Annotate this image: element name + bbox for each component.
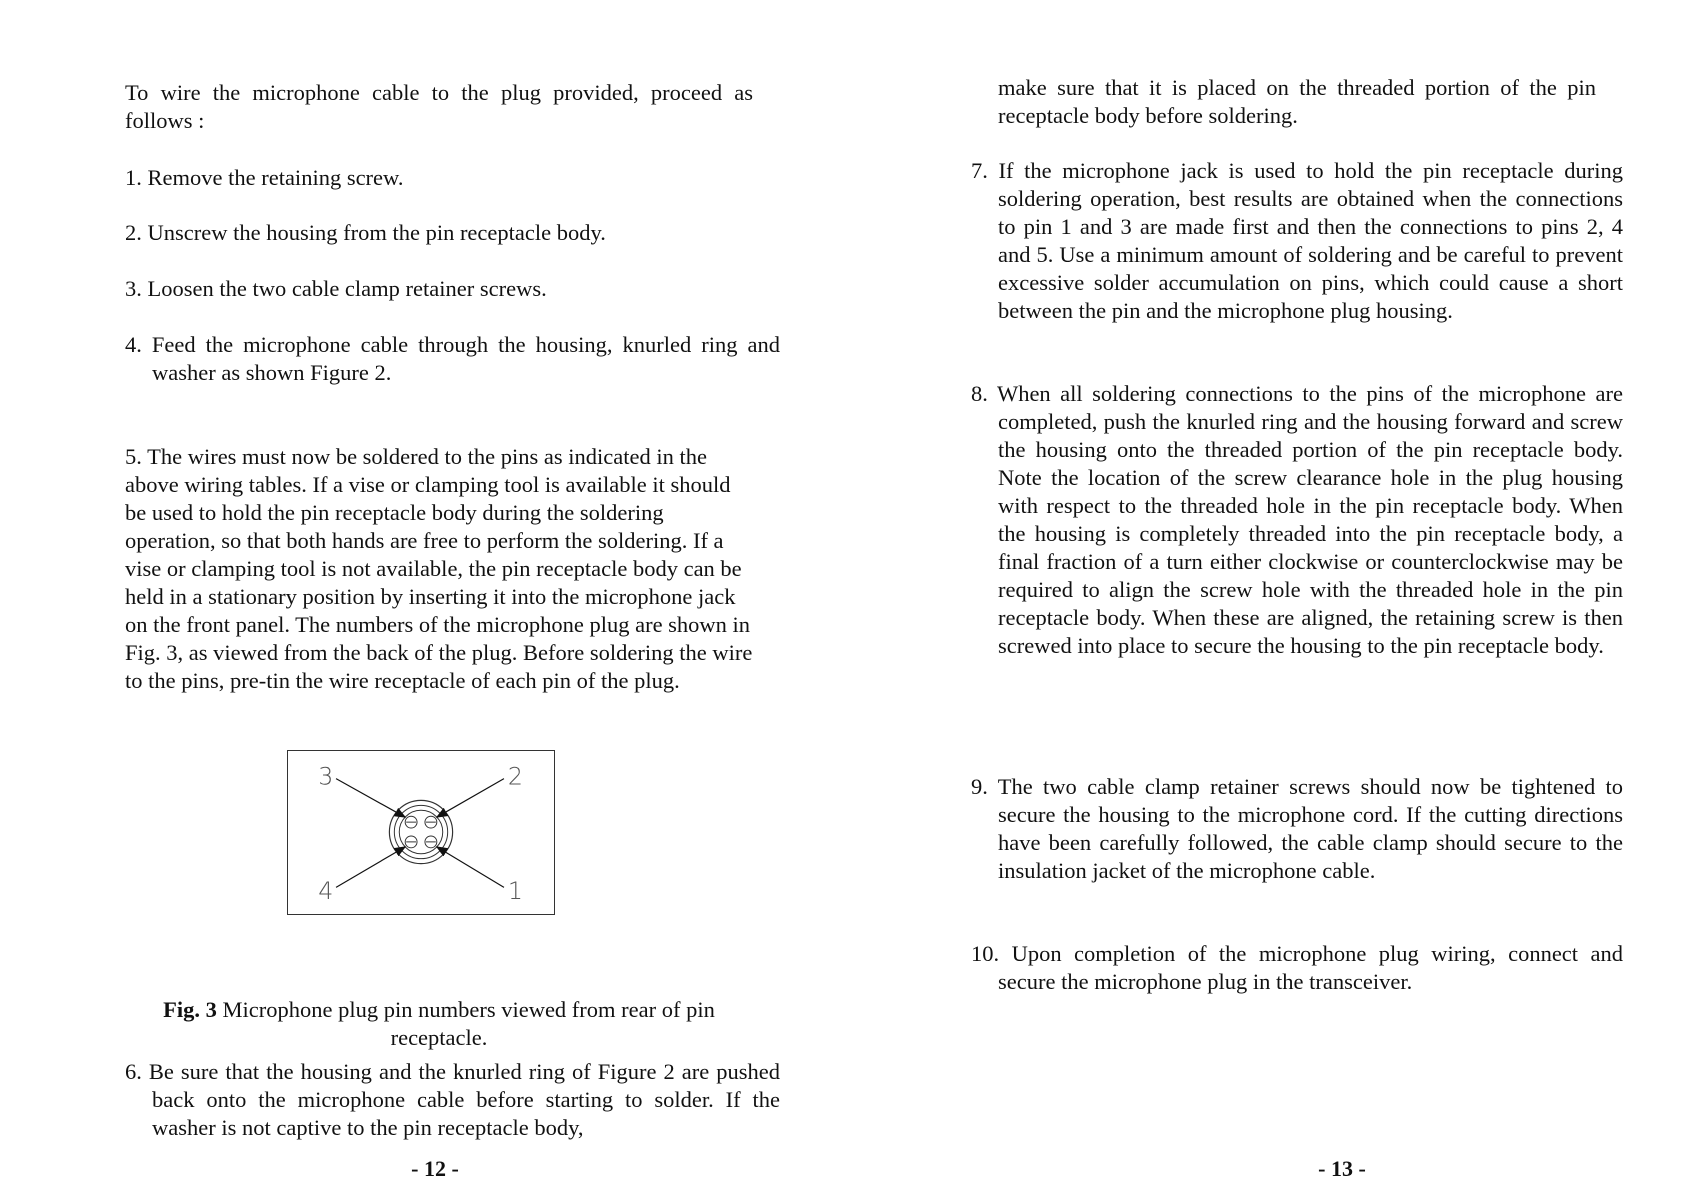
page-number-right: - 13 -	[1318, 1156, 1366, 1181]
step-3: 3. Loosen the two cable clamp retainer screws.	[125, 276, 547, 301]
figure-caption	[125, 996, 753, 1052]
plug-inner-ring	[399, 810, 442, 853]
step-7: 7. If the microphone jack is used to hold the pin receptacle during soldering operation, best results are obtained when the connections to pin 1 and 3 are made first and then the connections to pins 2, 4 and 5. Use a minimum amount of soldering and be careful to prevent excessive solder accumulation on pins, which could cause a short between the pin and the microphone plug housing.	[971, 158, 1623, 323]
arrow-pin-4	[336, 847, 405, 888]
arrow-pin-3	[336, 779, 405, 818]
step-10: 10. Upon completion of the microphone plug wiring, connect and secure the microphone plug in the transceiver.	[971, 941, 1623, 994]
pin-label-4: 4	[318, 877, 334, 906]
figure-3-plug-diagram	[287, 750, 555, 915]
pin-1-socket	[425, 836, 437, 848]
pin-label-2: 2	[507, 762, 524, 791]
right-page	[841, 0, 1682, 1190]
intro-paragraph: To wire the microphone cable to the plug provided, proceed as follows :	[125, 80, 753, 133]
pin-label-1: 1	[507, 877, 524, 906]
pin-2-socket	[425, 816, 437, 828]
step-6-continuation: make sure that it is placed on the threaded portion of the pin receptacle body before soldering.	[998, 75, 1596, 128]
step-4: 4. Feed the microphone cable through the housing, knurled ring and washer as shown Figure 2.	[125, 332, 780, 385]
plug-pin-diagram	[288, 751, 554, 914]
arrow-pin-2	[437, 779, 504, 818]
plug-middle-ring	[394, 805, 447, 858]
step-8: 8. When all soldering connections to the pins of the microphone are completed, push the knurled ring and the housing forward and screw the housing onto the threaded portion of the pin receptacle body. Note the location of the screw clearance hole in the plug housing with respect to the threaded hole in the pin receptacle body. When the housing is completely threaded into the pin receptacle body, a final fraction of a turn either clockwise or counterclockwise may be required to align the screw hole with the threaded hole in the pin receptacle body. When these are aligned, the retaining screw is then screwed into place to secure the housing to the pin receptacle body.	[971, 381, 1623, 658]
pin-label-3: 3	[318, 762, 334, 791]
step-6: 6. Be sure that the housing and the knurled ring of Figure 2 are pushed back onto the microphone cable before starting to solder. If the washer is not captive to the pin receptacle body,	[125, 1059, 780, 1140]
page-number-left: - 12 -	[411, 1156, 459, 1181]
pin-3-socket	[405, 816, 417, 828]
arrow-pin-1	[437, 847, 504, 888]
step-1: 1. Remove the retaining screw.	[125, 165, 404, 190]
step-9: 9. The two cable clamp retainer screws should now be tightened to secure the housing to the microphone cord. If the cutting directions have been carefully followed, the cable clamp should secure to the insulation jacket of the microphone cable.	[971, 774, 1623, 883]
step-2: 2. Unscrew the housing from the pin receptacle body.	[125, 220, 606, 245]
step-5: 5. The wires must now be soldered to the pins as indicated in the above wiring tables. If a vise or clamping tool is available it should be used to hold the pin receptacle body during the soldering operation, so that both hands are free to perform the soldering. If a vise or clamping tool is not available, the pin receptacle body can be held in a stationary position by inserting it into the microphone jack on the front panel. The numbers of the microphone plug are shown in Fig. 3, as viewed from the back of the plug. Before soldering the wire to the pins, pre-tin the wire receptacle of each pin of the plug.	[125, 444, 753, 693]
figure-caption-text: Microphone plug pin numbers viewed from rear of pin receptacle.	[222, 996, 715, 1050]
figure-caption-label: Fig. 3	[163, 996, 217, 1022]
pin-4-socket	[405, 836, 417, 848]
